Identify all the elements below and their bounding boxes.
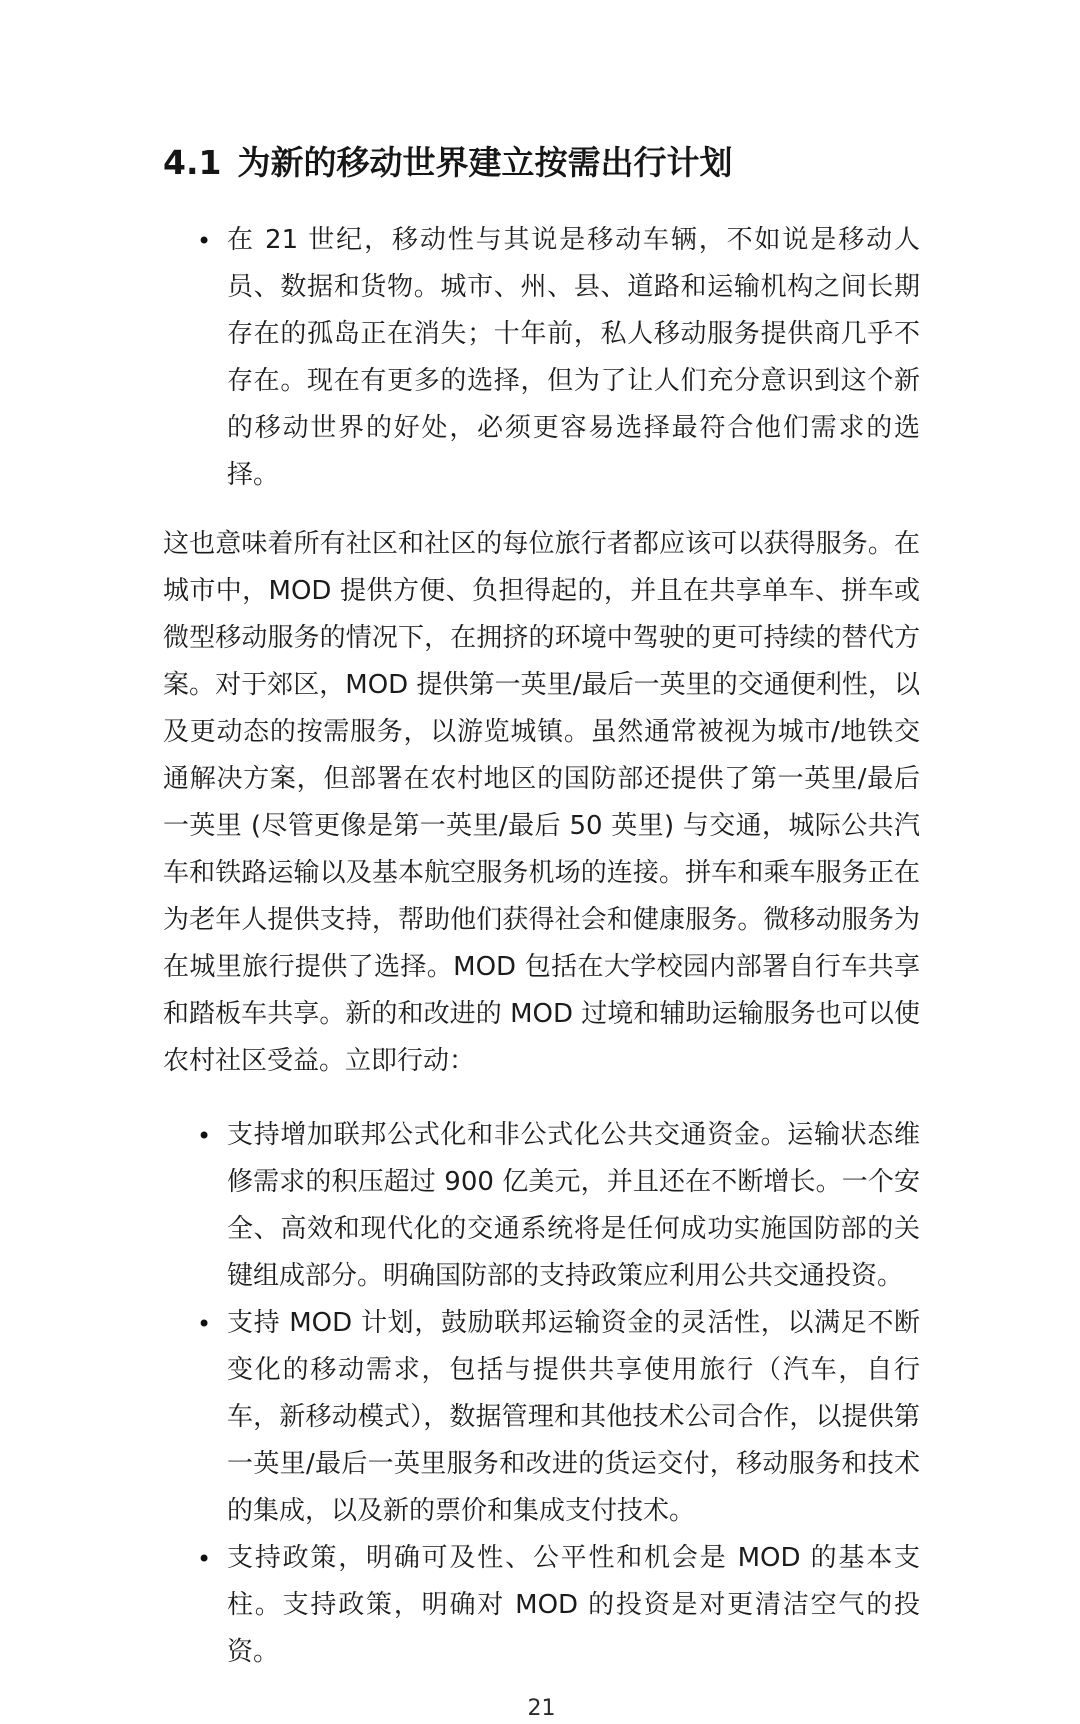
list-item <box>197 1112 920 1300</box>
list-item-text: 支持 MOD 计划，鼓励联邦运输资金的灵活性，以满足不断变化的移动需求，包括与提供共享使用旅行（汽车，自行车，新移动模式），数据管理和其他技术公司合作，以提供第一英里/最后一英里服务和改进的货运交付，移动服务和技术的集成，以及新的票价和集成支付技术。 <box>227 1308 920 1526</box>
action-bullet-list <box>163 1112 920 1676</box>
list-item <box>197 1535 920 1676</box>
section-number: 4.1 <box>163 143 222 182</box>
list-item-text: 支持政策，明确可及性、公平性和机会是 MOD 的基本支柱。支持政策，明确对 MOD 的投资是对更清洁空气的投资。 <box>227 1543 920 1667</box>
list-item-text: 支持增加联邦公式化和非公式化公共交通资金。运输状态维修需求的积压超过 900 亿美元，并且还在不断增长。一个安全、高效和现代化的交通系统将是任何成功实施国防部的关键组成部分。明确国防部的支持政策应利用公共交通投资。 <box>227 1120 920 1291</box>
list-item <box>197 217 920 499</box>
section-heading <box>163 143 920 183</box>
intro-bullet-list <box>163 217 920 499</box>
list-item-text: 在 21 世纪，移动性与其说是移动车辆，不如说是移动人员、数据和货物。城市、州、县、道路和运输机构之间长期存在的孤岛正在消失；十年前，私人移动服务提供商几乎不存在。现在有更多的选择，但为了让人们充分意识到这个新的移动世界的好处，必须更容易选择最符合他们需求的选择。 <box>227 225 920 490</box>
bullet-marker-icon: • <box>197 227 212 255</box>
bullet-marker-icon: • <box>197 1122 212 1150</box>
section-title: 为新的移动世界建立按需出行计划 <box>237 143 733 182</box>
bullet-marker-icon: • <box>197 1545 212 1573</box>
bullet-marker-icon: • <box>197 1310 212 1338</box>
body-paragraph: 这也意味着所有社区和社区的每位旅行者都应该可以获得服务。在城市中，MOD 提供方便、负担得起的，并且在共享单车、拼车或微型移动服务的情况下，在拥挤的环境中驾驶的更可持续的替代方案。对于郊区，MOD 提供第一英里/最后一英里的交通便利性，以及更动态的按需服务，以游览城镇。虽然通常被视为城市/地铁交通解决方案，但部署在农村地区的国防部还提供了第一英里/最后一英里 (尽管更像是第一英里/最后 50 英里) 与交通，城际公共汽车和铁路运输以及基本航空服务机场的连接。拼车和乘车服务正在为老年人提供支持，帮助他们获得社会和健康服务。微移动服务为在城里旅行提供了选择。MOD 包括在大学校园内部署自行车共享和踏板车共享。新的和改进的 MOD 过境和辅助运输服务也可以使农村社区受益。立即行动： <box>163 529 920 1076</box>
list-item <box>197 1300 920 1535</box>
page-number: 21 <box>527 1696 556 1721</box>
